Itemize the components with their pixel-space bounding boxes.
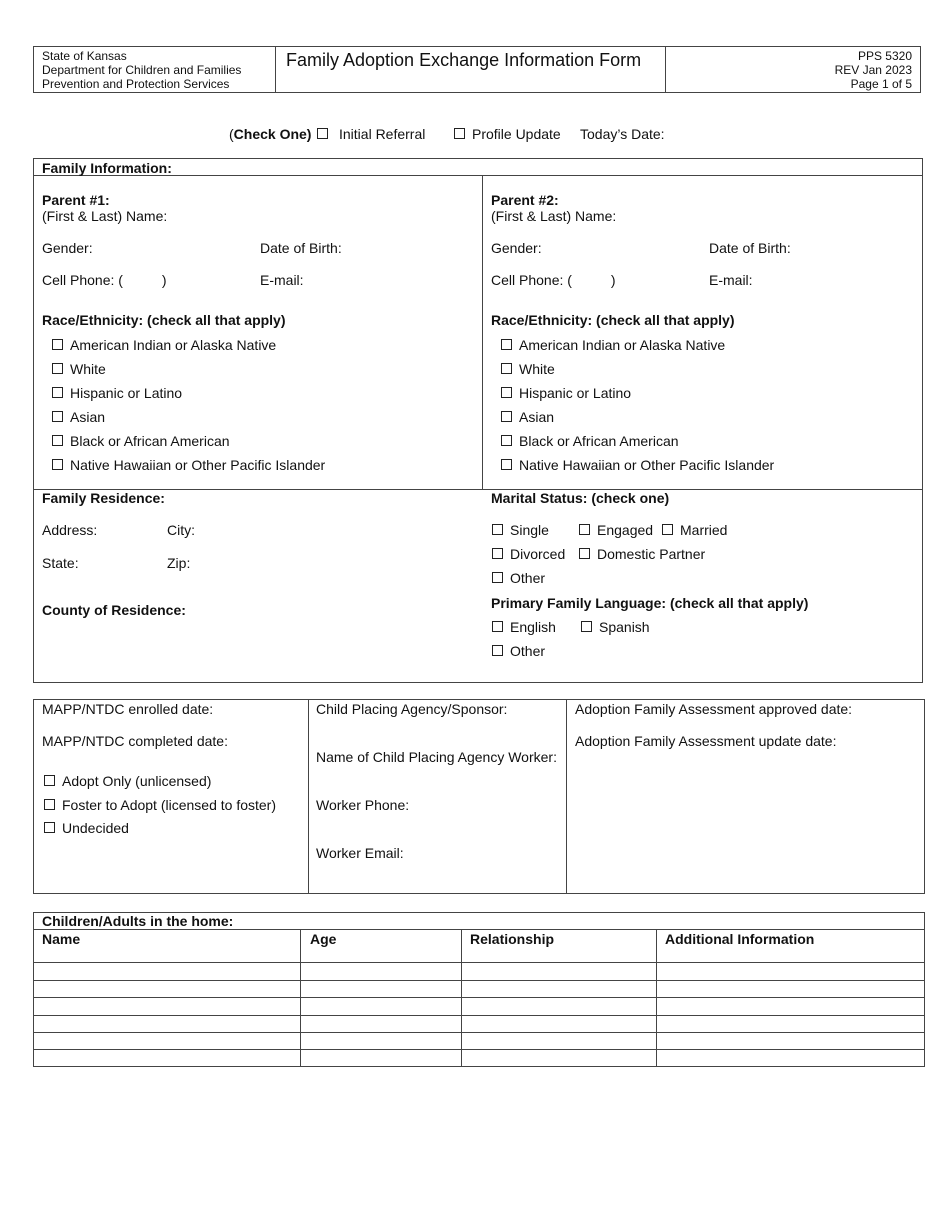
table-row[interactable]: [33, 962, 924, 963]
divorced-label: Divorced: [510, 546, 566, 562]
parent1-race-checkbox[interactable]: [52, 363, 63, 374]
domestic-partner-checkbox[interactable]: [579, 548, 590, 559]
city-label[interactable]: City:: [167, 522, 195, 538]
header-divider-left: [275, 46, 276, 92]
table-row[interactable]: [33, 1049, 924, 1050]
adopt-only-label: Adopt Only (unlicensed): [62, 773, 212, 789]
parent1-race-heading: Race/Ethnicity: (check all that apply): [42, 312, 286, 328]
check-one-label: [229, 126, 311, 142]
check-one-text: Check One): [233, 126, 312, 142]
worker-email-label[interactable]: Worker Email:: [316, 845, 404, 861]
profile-update-label: Profile Update: [472, 126, 561, 142]
engaged-checkbox[interactable]: [579, 524, 590, 535]
parent2-dob-label[interactable]: Date of Birth:: [709, 240, 791, 256]
parent2-email-label[interactable]: E-mail:: [709, 272, 753, 288]
foster-to-adopt-label: Foster to Adopt (licensed to foster): [62, 797, 276, 813]
assessment-approved-label[interactable]: Adoption Family Assessment approved date:: [575, 701, 853, 717]
marital-other-checkbox[interactable]: [492, 572, 503, 583]
parent2-phone-label[interactable]: Cell Phone: ( ): [491, 272, 616, 288]
parent1-race-option: Hispanic or Latino: [70, 385, 183, 401]
household-title-rule: [33, 929, 924, 930]
parent2-race-option: Hispanic or Latino: [519, 385, 632, 401]
spanish-checkbox[interactable]: [581, 621, 592, 632]
form-title: Family Adoption Exchange Information Form: [286, 50, 642, 70]
form-revision: REV Jan 2023: [834, 63, 912, 77]
parent1-race-checkbox[interactable]: [52, 339, 63, 350]
page-number: Page 1 of 5: [850, 77, 912, 91]
parent2-gender-label[interactable]: Gender:: [491, 240, 542, 256]
state-label[interactable]: State:: [42, 555, 79, 571]
todays-date-label: Today’s Date:: [580, 126, 665, 142]
table-row[interactable]: [33, 1032, 924, 1033]
parent2-race-checkbox[interactable]: [501, 435, 512, 446]
parent1-race-option: White: [70, 361, 106, 377]
language-heading: Primary Family Language: (check all that apply): [491, 595, 809, 611]
address-label[interactable]: Address:: [42, 522, 98, 538]
parent1-email-label[interactable]: E-mail:: [260, 272, 304, 288]
parent2-race-checkbox[interactable]: [501, 339, 512, 350]
parent2-race-option: Native Hawaiian or Other Pacific Islander: [519, 457, 775, 473]
parent1-name-label[interactable]: (First & Last) Name:: [42, 208, 168, 224]
parent1-race-option: Black or African American: [70, 433, 230, 449]
married-checkbox[interactable]: [662, 524, 673, 535]
household-title: Children/Adults in the home:: [42, 913, 234, 929]
agency-department: Department for Children and Families: [42, 63, 242, 77]
parent1-race-checkbox[interactable]: [52, 411, 63, 422]
col-header-age: Age: [310, 931, 337, 947]
parent2-race-checkbox[interactable]: [501, 459, 512, 470]
family-info-title: Family Information:: [42, 160, 172, 176]
parent2-race-heading: Race/Ethnicity: (check all that apply): [491, 312, 735, 328]
parent2-race-option: Asian: [519, 409, 555, 425]
parent2-race-checkbox[interactable]: [501, 411, 512, 422]
col-header-name: Name: [42, 931, 81, 947]
profile-update-checkbox[interactable]: [454, 128, 465, 139]
language-other-label: Other: [510, 643, 546, 659]
parents-bottom-rule: [33, 489, 922, 490]
foster-to-adopt-checkbox[interactable]: [44, 799, 55, 810]
undecided-checkbox[interactable]: [44, 822, 55, 833]
mapp-enrolled-label[interactable]: MAPP/NTDC enrolled date:: [42, 701, 214, 717]
agency-division: Prevention and Protection Services: [42, 77, 230, 91]
engaged-label: Engaged: [597, 522, 654, 538]
parents-divider: [482, 175, 483, 489]
undecided-label: Undecided: [62, 820, 129, 836]
parent1-heading: Parent #1:: [42, 192, 110, 208]
agency-sponsor-label[interactable]: Child Placing Agency/Sponsor:: [316, 701, 508, 717]
spanish-label: Spanish: [599, 619, 650, 635]
training-divider-1: [308, 699, 309, 893]
table-row[interactable]: [33, 1015, 924, 1016]
parent2-race-checkbox[interactable]: [501, 363, 512, 374]
domestic-partner-label: Domestic Partner: [597, 546, 706, 562]
parent1-race-checkbox[interactable]: [52, 387, 63, 398]
training-divider-2: [566, 699, 567, 893]
table-row[interactable]: [33, 980, 924, 981]
agency-state: State of Kansas: [42, 49, 127, 63]
single-checkbox[interactable]: [492, 524, 503, 535]
english-label: English: [510, 619, 556, 635]
parent1-phone-label[interactable]: Cell Phone: ( ): [42, 272, 167, 288]
table-row[interactable]: [33, 997, 924, 998]
zip-label[interactable]: Zip:: [167, 555, 191, 571]
parent1-dob-label[interactable]: Date of Birth:: [260, 240, 342, 256]
single-label: Single: [510, 522, 549, 538]
worker-phone-label[interactable]: Worker Phone:: [316, 797, 410, 813]
assessment-update-label[interactable]: Adoption Family Assessment update date:: [575, 733, 837, 749]
check-one-paren: (: [229, 126, 234, 142]
residence-heading: Family Residence:: [42, 490, 165, 506]
parent1-race-option: Asian: [70, 409, 106, 425]
parent2-heading: Parent #2:: [491, 192, 559, 208]
mapp-completed-label[interactable]: MAPP/NTDC completed date:: [42, 733, 228, 749]
col-header-additional-info: Additional Information: [665, 931, 815, 947]
parent1-race-checkbox[interactable]: [52, 435, 63, 446]
initial-referral-checkbox[interactable]: [317, 128, 328, 139]
county-label[interactable]: County of Residence:: [42, 602, 186, 618]
col-header-relationship: Relationship: [470, 931, 555, 947]
initial-referral-label: Initial Referral: [339, 126, 426, 142]
parent1-gender-label[interactable]: Gender:: [42, 240, 93, 256]
married-label: Married: [680, 522, 728, 538]
parent2-race-option: Black or African American: [519, 433, 679, 449]
divorced-checkbox[interactable]: [492, 548, 503, 559]
form-code: PPS 5320: [857, 49, 912, 63]
english-checkbox[interactable]: [492, 621, 503, 632]
marital-heading: Marital Status: (check one): [491, 490, 670, 506]
parent2-race-option: American Indian or Alaska Native: [519, 337, 726, 353]
parent2-race-checkbox[interactable]: [501, 387, 512, 398]
parent2-name-label[interactable]: (First & Last) Name:: [491, 208, 617, 224]
agency-worker-name-label[interactable]: Name of Child Placing Agency Worker:: [316, 749, 557, 765]
parent1-race-option: Native Hawaiian or Other Pacific Islander: [70, 457, 326, 473]
header-divider-right: [665, 46, 666, 92]
parent1-race-option: American Indian or Alaska Native: [70, 337, 277, 353]
parent2-race-option: White: [519, 361, 555, 377]
parent1-race-checkbox[interactable]: [52, 459, 63, 470]
marital-other-label: Other: [510, 570, 546, 586]
adopt-only-checkbox[interactable]: [44, 775, 55, 786]
language-other-checkbox[interactable]: [492, 645, 503, 656]
